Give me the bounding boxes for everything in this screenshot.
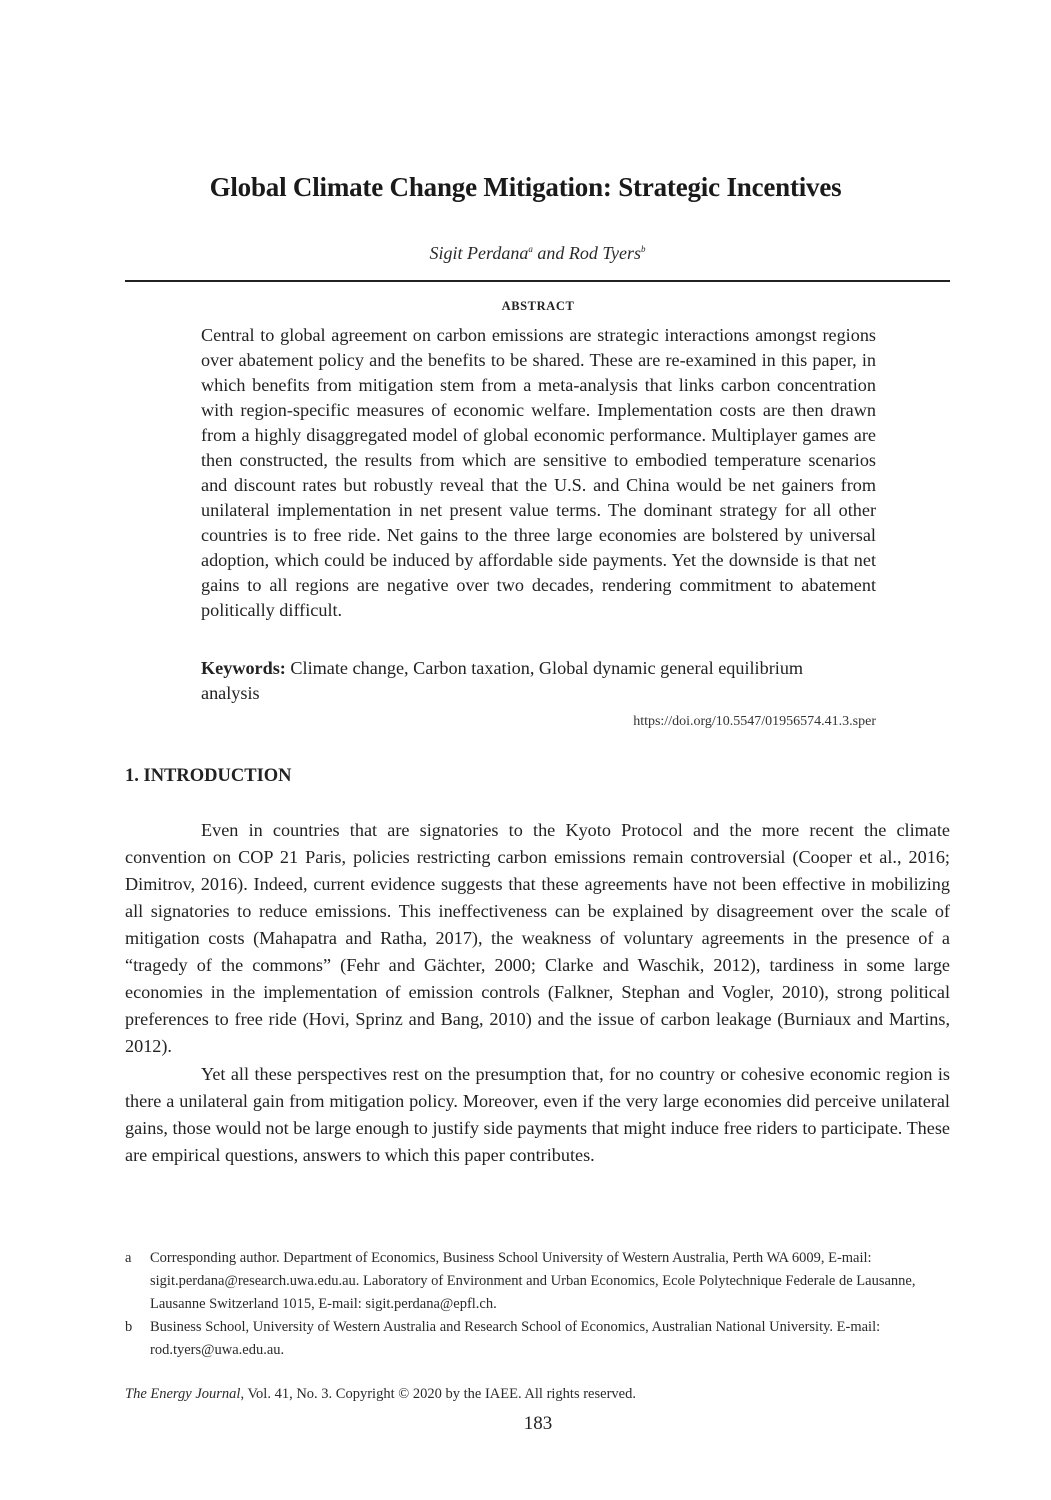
- section-heading-introduction: 1. INTRODUCTION: [125, 766, 292, 786]
- intro-paragraph-2: [125, 1061, 950, 1169]
- abstract-heading: ABSTRACT: [501, 299, 575, 313]
- author-line: [0, 243, 1051, 264]
- footnote-mark: b: [125, 1319, 133, 1335]
- author-name: Rod Tyers: [568, 243, 641, 263]
- author-separator: and: [532, 243, 569, 263]
- affiliation-mark: a: [528, 244, 533, 254]
- keywords: [201, 656, 821, 706]
- footnote-text: Corresponding author. Department of Economics, Business School University of Western Australia, Perth WA 6009, E-mail: sigit.perdana@research.uwa.edu.au. Laboratory of Environment and Urban Economics, Ecole Polytechnique Federale de Lausanne, Lausanne Switzerland 1015, E-mail: sigit.perdana@epfl.ch.: [150, 1250, 916, 1312]
- paper-title: Global Climate Change Mitigation: Strategic Incentives: [209, 172, 842, 202]
- header-rule: [125, 280, 950, 282]
- doi-link[interactable]: https://doi.org/10.5547/01956574.41.3.sper: [633, 714, 876, 729]
- paragraph-text: Even in countries that are signatories to the Kyoto Protocol and the more recent the climate convention on COP 21 Paris, policies restricting carbon emissions remain controversial (Cooper et al., 2016; Dimitrov, 2016). Indeed, current evidence suggests that these agreements have not been effective in mobilizing all signatories to reduce emissions. This ineffectiveness can be explained by disagreement over the scale of mitigation costs (Mahapatra and Ratha, 2017), the weakness of voluntary agreements in the presence of a “tragedy of the commons” (Fehr and Gächter, 2000; Clarke and Waschik, 2012), tardiness in some large economies in the implementation of emission controls (Falkner, Stephan and Vogler, 2010), strong political preferences to free ride (Hovi, Sprinz and Bang, 2010) and the issue of carbon leakage (Burniaux and Martins, 2012).: [125, 820, 950, 1056]
- intro-paragraph-1: [125, 817, 950, 1060]
- abstract-text: Central to global agreement on carbon emissions are strategic interactions amongst regions over abatement policy and the benefits to be shared. These are re-examined in this paper, in which benefits from mitigation stem from a meta-analysis that links carbon concentration with region-specific measures of economic welfare. Implementation costs are then drawn from a highly disaggregated model of global economic performance. Multiplayer games are then constructed, the results from which are sensitive to embodied temperature scenarios and discount rates but robustly reveal that the U.S. and China would be net gainers from unilateral implementation in net present value terms. The dominant strategy for all other countries is to free ride. Net gains to the three large economies are bolstered by universal adoption, which could be induced by affordable side payments. Yet the downside is that net gains to all regions are negative over two decades, rendering commitment to abatement politically difficult.: [201, 325, 876, 620]
- affiliation-mark: b: [641, 244, 646, 254]
- journal-citation: [125, 1386, 636, 1403]
- paragraph-text: Yet all these perspectives rest on the presumption that, for no country or cohesive economic region is there a unilateral gain from mitigation policy. Moreover, even if the very large economies did perceive unilateral gains, those would not be large enough to justify side payments that might induce free riders to participate. These are empirical questions, answers to which this paper contributes.: [125, 1064, 950, 1165]
- footnote-text: Business School, University of Western Australia and Research School of Economics, Australian National University. E-mail: rod.tyers@uwa.edu.au.: [150, 1319, 881, 1358]
- footnote-a: [125, 1247, 950, 1316]
- footnote-b: [125, 1316, 950, 1362]
- page-number: 183: [523, 1413, 553, 1434]
- journal-name: The Energy Journal: [125, 1386, 241, 1402]
- journal-details: , Vol. 41, No. 3. Copyright © 2020 by the IAEE. All rights reserved.: [240, 1386, 636, 1402]
- author-name: Sigit Perdana: [429, 243, 529, 263]
- keywords-list: Climate change, Carbon taxation, Global dynamic general equilibrium analysis: [201, 658, 804, 703]
- footnote-mark: a: [125, 1250, 132, 1266]
- keywords-label: Keywords:: [201, 658, 286, 678]
- footnotes: [125, 1247, 950, 1362]
